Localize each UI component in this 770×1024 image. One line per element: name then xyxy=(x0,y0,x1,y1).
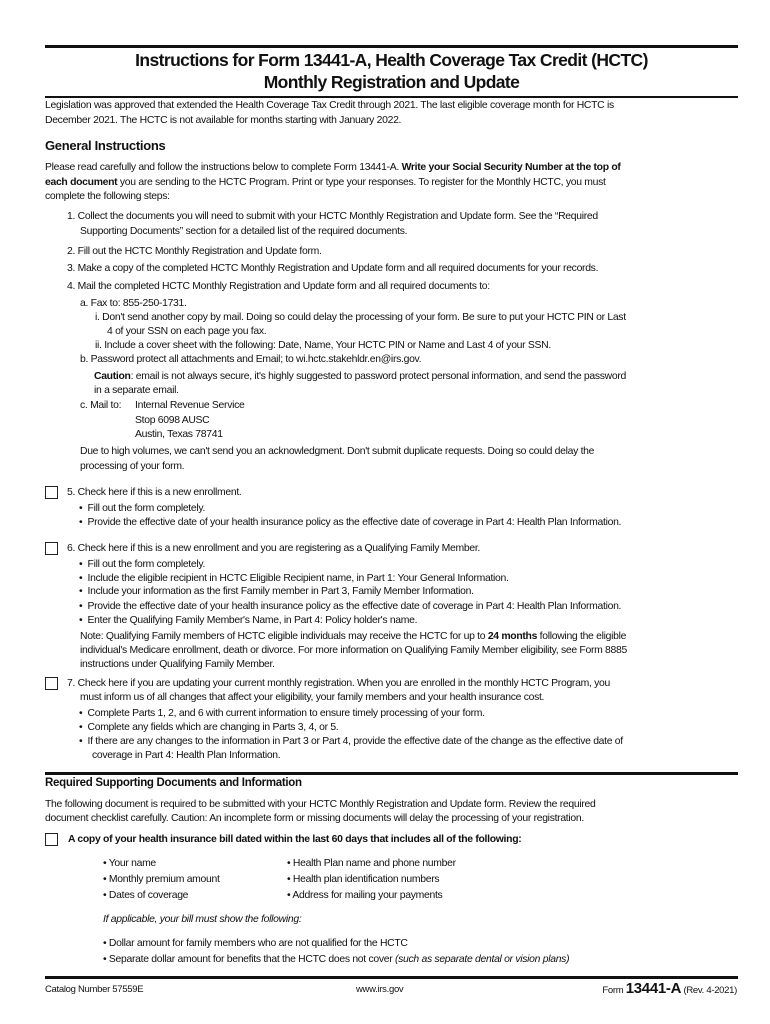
section-rule xyxy=(45,772,738,775)
text: Note: Qualifying Family members of HCTC eligible individuals may receive the HCTC for up to xyxy=(80,631,488,642)
address-line: Austin, Texas 78741 xyxy=(135,429,223,440)
list-item-cont: coverage in Part 4: Health Plan Information. xyxy=(92,750,281,761)
text: Complete any fields which are changing in Parts 3, 4, or 5. xyxy=(87,722,339,733)
title-rule xyxy=(45,96,738,98)
top-rule xyxy=(45,45,738,48)
list-item: • If there are any changes to the information in Part 3 or Part 4, provide the effective date of the change as the effective date of xyxy=(79,736,623,747)
insurance-bill-checkbox[interactable] xyxy=(45,833,58,846)
required-docs-heading: Required Supporting Documents and Information xyxy=(45,777,302,789)
footer-rule xyxy=(45,976,738,979)
italic-text: (such as separate dental or vision plans) xyxy=(394,954,570,965)
page-title: Instructions for Form 13441-A, Health Coverage Tax Credit (HCTC) xyxy=(135,50,648,70)
step-1: 1. Collect the documents you will need to submit with your HCTC Monthly Registration and Update form. See the “Required xyxy=(67,211,598,222)
page-subtitle: Monthly Registration and Update xyxy=(263,72,520,92)
text: Complete Parts 1, 2, and 6 with current information to ensure timely processing of your form. xyxy=(87,708,485,719)
bold-text: 24 months xyxy=(487,631,538,642)
text: Fill out the form completely. xyxy=(87,559,206,570)
form-prefix: Form xyxy=(602,985,626,996)
note-line xyxy=(80,630,626,644)
bill-item: • Address for mailing your payments xyxy=(287,890,443,901)
item-7-label: 7. Check here if you are updating your current monthly registration. When you are enrolled in the monthly HCTC Program, you xyxy=(67,678,610,689)
item-5-label: 5. Check here if this is a new enrollment. xyxy=(67,487,242,498)
text: Provide the effective date of your health insurance policy as the effective date of coverage in Part 4: Health Plan Information. xyxy=(87,601,622,612)
list-item: • Enter the Qualifying Family Member's Name, in Part 4: Policy holder's name. xyxy=(79,615,418,626)
step-4b: b. Password protect all attachments and Email; to wi.hctc.stakehldr.en@irs.gov. xyxy=(80,354,422,365)
text: Include the eligible recipient in HCTC Eligible Recipient name, in Part 1: Your General Information. xyxy=(87,573,509,584)
intro-line: Legislation was approved that extended the Health Coverage Tax Credit through 2021. The last eligible coverage month for HCTC is xyxy=(45,100,614,111)
general-para-line xyxy=(45,176,606,190)
qualifying-family-member-checkbox[interactable] xyxy=(45,542,58,555)
step-4a-i: i. Don't send another copy by mail. Doing so could delay the processing of your form. Be sure to put your HCTC PIN or Last xyxy=(95,312,626,323)
bill-extra-item: • Dollar amount for family members who are not qualified for the HCTC xyxy=(103,938,408,949)
address-line: Internal Revenue Service xyxy=(135,400,245,411)
step-3: 3. Make a copy of the completed HCTC Monthly Registration and Update form and all required documents for your records. xyxy=(67,263,599,274)
form-id xyxy=(602,980,737,1000)
address-line: Stop 6098 AUSC xyxy=(135,415,210,426)
website-link[interactable]: www.irs.gov xyxy=(356,984,404,995)
form-revision: (Rev. 4-2021) xyxy=(681,985,737,996)
text: : email is not always secure, it's highly suggested to password protect personal information, and send the password xyxy=(130,371,626,382)
list-item: • Fill out the form completely. xyxy=(79,503,206,514)
bill-item: • Your name xyxy=(103,858,156,869)
due-line: Due to high volumes, we can't send you an acknowledgment. Don't submit duplicate requests. Doing so could delay the xyxy=(80,446,595,457)
bill-item: • Dates of coverage xyxy=(103,890,189,901)
list-item: • Include the eligible recipient in HCTC Eligible Recipient name, in Part 1: Your General Information. xyxy=(79,573,509,584)
bill-extra-item xyxy=(103,953,569,967)
bill-item: • Health Plan name and phone number xyxy=(287,858,456,869)
text: Include your information as the first Family member in Part 3, Family Member Information. xyxy=(87,586,474,597)
bold-text: each document xyxy=(45,177,118,188)
note-line: instructions under Qualifying Family Member. xyxy=(80,659,275,670)
text: • Separate dollar amount for benefits that the HCTC does not cover xyxy=(103,954,395,965)
list-item: • Provide the effective date of your health insurance policy as the effective date of coverage in Part 4: Health Plan Information. xyxy=(79,601,622,612)
text: Provide the effective date of your health insurance policy as the effective date of coverage in Part 4: Health Plan Information. xyxy=(87,517,622,528)
text: Fill out the form completely. xyxy=(87,503,206,514)
caution-line xyxy=(94,370,626,384)
step-4a-ii: ii. Include a cover sheet with the following: Date, Name, Your HCTC PIN or Name and Last 4 of your SSN. xyxy=(95,340,551,351)
list-item: • Provide the effective date of your health insurance policy as the effective date of coverage in Part 4: Health Plan Information. xyxy=(79,517,622,528)
insurance-bill-label: A copy of your health insurance bill dated within the last 60 days that includes all of the following: xyxy=(68,834,522,845)
step-4c: c. Mail to: xyxy=(80,400,122,411)
bold-text: Write your Social Security Number at the top of xyxy=(401,162,621,173)
text: Enter the Qualifying Family Member's Name, in Part 4: Policy holder's name. xyxy=(87,615,418,626)
if-applicable-note: If applicable, your bill must show the following: xyxy=(103,914,302,925)
note-line: individual's Medicare enrollment, death or divorce. For more information on Qualifying Family Member eligibility, see Form 8885 xyxy=(80,645,627,656)
caution-label: Caution xyxy=(94,371,131,382)
required-para-line: The following document is required to be submitted with your HCTC Monthly Registration and Update form. Review the required xyxy=(45,799,596,810)
form-number: 13441-A xyxy=(625,980,682,997)
item-7-label-cont: must inform us of all changes that affect your eligibility, your family members and your health insurance cost. xyxy=(80,692,545,703)
general-para-line: complete the following steps: xyxy=(45,191,170,202)
list-item: • Complete any fields which are changing in Parts 3, 4, or 5. xyxy=(79,722,339,733)
bill-item: • Health plan identification numbers xyxy=(287,874,440,885)
step-4a-i-cont: 4 of your SSN on each page you fax. xyxy=(107,326,267,337)
general-para-line xyxy=(45,161,621,175)
step-4: 4. Mail the completed HCTC Monthly Registration and Update form and all required documents to: xyxy=(67,281,490,292)
due-line: processing of your form. xyxy=(80,461,185,472)
step-4a: a. Fax to: 855-250-1731. xyxy=(80,298,187,309)
list-item: • Fill out the form completely. xyxy=(79,559,206,570)
update-registration-checkbox[interactable] xyxy=(45,677,58,690)
bill-item: • Monthly premium amount xyxy=(103,874,220,885)
text: If there are any changes to the information in Part 3 or Part 4, provide the effective date of the change as the effective date of xyxy=(87,736,623,747)
text: you are sending to the HCTC Program. Print or type your responses. To register for the Monthly HCTC, you must xyxy=(117,177,606,188)
required-para-line: document checklist carefully. Caution: An incomplete form or missing documents will delay the processing of your registration. xyxy=(45,813,584,824)
caution-line: in a separate email. xyxy=(94,385,179,396)
step-1-cont: Supporting Documents” section for a detailed list of the required documents. xyxy=(80,226,408,237)
text: following the eligible xyxy=(537,631,627,642)
catalog-number: Catalog Number 57559E xyxy=(45,984,144,995)
item-6-label: 6. Check here if this is a new enrollment and you are registering as a Qualifying Family Member. xyxy=(67,543,481,554)
step-2: 2. Fill out the HCTC Monthly Registration and Update form. xyxy=(67,246,322,257)
intro-line: December 2021. The HCTC is not available for months starting with January 2022. xyxy=(45,115,402,126)
new-enrollment-checkbox[interactable] xyxy=(45,486,58,499)
general-instructions-heading: General Instructions xyxy=(45,138,166,153)
list-item: • Complete Parts 1, 2, and 6 with current information to ensure timely processing of your form. xyxy=(79,708,485,719)
list-item: • Include your information as the first Family member in Part 3, Family Member Information. xyxy=(79,586,474,597)
text: Please read carefully and follow the instructions below to complete Form 13441-A. xyxy=(45,162,402,173)
